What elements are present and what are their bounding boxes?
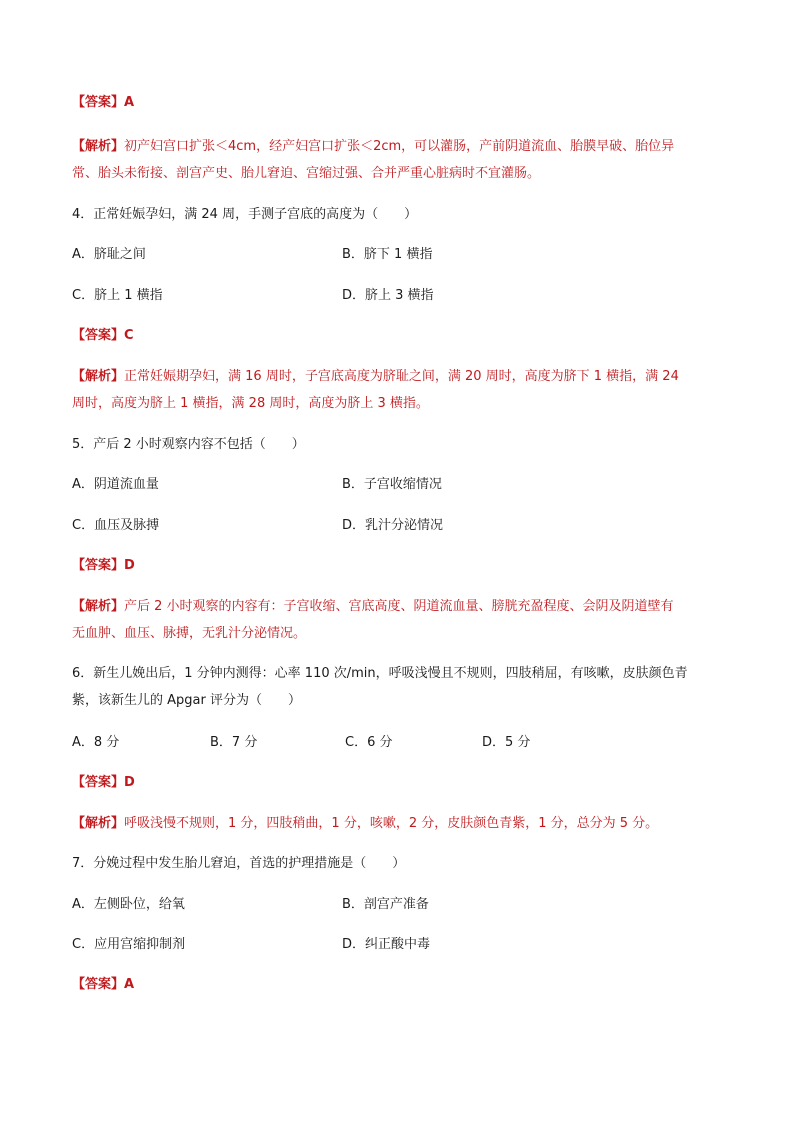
analysis-text: 呼吸浅慢不规则，1 分，四肢稍曲，1 分，咳嗽，2 分，皮肤颜色青紫，1 分，总分为 5 分。 bbox=[124, 816, 659, 831]
q6-analysis bbox=[72, 814, 658, 834]
answer-value: C bbox=[124, 328, 134, 343]
q5-stem: 5．产后 2 小时观察内容不包括（ ） bbox=[72, 437, 305, 452]
q4-answer bbox=[72, 326, 134, 346]
q3-analysis-line2: 常、胎头未衔接、剖宫产史、胎儿窘迫、宫缩过强、合并严重心脏病时不宜灌肠。 bbox=[72, 166, 541, 181]
q6-option-c: C．6 分 bbox=[345, 735, 393, 750]
q7-option-c: C．应用宫缩抑制剂 bbox=[72, 937, 186, 952]
q4-analysis-line1 bbox=[72, 367, 679, 387]
q5-analysis-line2: 无血肿、血压、脉搏，无乳汁分泌情况。 bbox=[72, 626, 307, 641]
q3-answer bbox=[72, 93, 134, 113]
answer-value: A bbox=[124, 95, 135, 110]
q5-option-c: C．血压及脉搏 bbox=[72, 518, 160, 533]
q4-option-a: A．脐耻之间 bbox=[72, 247, 146, 262]
q5-answer bbox=[72, 556, 135, 576]
answer-label: 【答案】 bbox=[72, 977, 125, 992]
q6-option-a: A．8 分 bbox=[72, 735, 120, 750]
q6-option-d: D．5 分 bbox=[482, 735, 531, 750]
answer-label: 【答案】 bbox=[72, 558, 125, 573]
q7-stem: 7．分娩过程中发生胎儿窘迫，首选的护理措施是（ ） bbox=[72, 856, 406, 871]
q7-answer bbox=[72, 975, 134, 995]
q7-option-a: A．左侧卧位，给氧 bbox=[72, 897, 185, 912]
answer-label: 【答案】 bbox=[72, 775, 125, 790]
q5-option-a: A．阴道流血量 bbox=[72, 477, 159, 492]
q4-option-c: C．脐上 1 横指 bbox=[72, 288, 163, 303]
analysis-text: 正常妊娠期孕妇，满 16 周时，子宫底高度为脐耻之间，满 20 周时，高度为脐下 1 横指，满 24 bbox=[124, 369, 679, 384]
analysis-label: 【解析】 bbox=[72, 816, 125, 831]
q4-option-d: D．脐上 3 横指 bbox=[342, 288, 434, 303]
q6-stem-line2: 紫，该新生儿的 Apgar 评分为（ ） bbox=[72, 693, 301, 708]
analysis-label: 【解析】 bbox=[72, 139, 125, 154]
q5-analysis-line1 bbox=[72, 597, 674, 617]
q4-option-b: B．脐下 1 横指 bbox=[342, 247, 433, 262]
q6-stem-line1: 6．新生儿娩出后，1 分钟内测得：心率 110 次/min，呼吸浅慢且不规则，四肢稍屈，有咳嗽，皮肤颜色青 bbox=[72, 666, 688, 681]
q4-analysis-line2: 周时，高度为脐上 1 横指，满 28 周时，高度为脐上 3 横指。 bbox=[72, 396, 429, 411]
answer-value: D bbox=[124, 775, 135, 790]
q3-analysis-line1 bbox=[72, 137, 674, 157]
q4-stem: 4．正常妊娠孕妇，满 24 周，手测子宫底的高度为（ ） bbox=[72, 207, 418, 222]
q5-option-b: B．子宫收缩情况 bbox=[342, 477, 442, 492]
answer-label: 【答案】 bbox=[72, 95, 125, 110]
analysis-text: 初产妇宫口扩张＜4cm，经产妇宫口扩张＜2cm，可以灌肠，产前阴道流血、胎膜早破、胎位异 bbox=[124, 139, 675, 154]
answer-value: A bbox=[124, 977, 135, 992]
analysis-text: 产后 2 小时观察的内容有：子宫收缩、宫底高度、阴道流血量、膀胱充盈程度、会阴及阴道壁有 bbox=[124, 599, 674, 614]
answer-label: 【答案】 bbox=[72, 328, 125, 343]
answer-value: D bbox=[124, 558, 135, 573]
q7-option-b: B．剖宫产准备 bbox=[342, 897, 429, 912]
q7-option-d: D．纠正酸中毒 bbox=[342, 937, 431, 952]
q6-option-b: B．7 分 bbox=[210, 735, 258, 750]
q6-answer bbox=[72, 773, 135, 793]
analysis-label: 【解析】 bbox=[72, 369, 125, 384]
q5-option-d: D．乳汁分泌情况 bbox=[342, 518, 444, 533]
analysis-label: 【解析】 bbox=[72, 599, 125, 614]
